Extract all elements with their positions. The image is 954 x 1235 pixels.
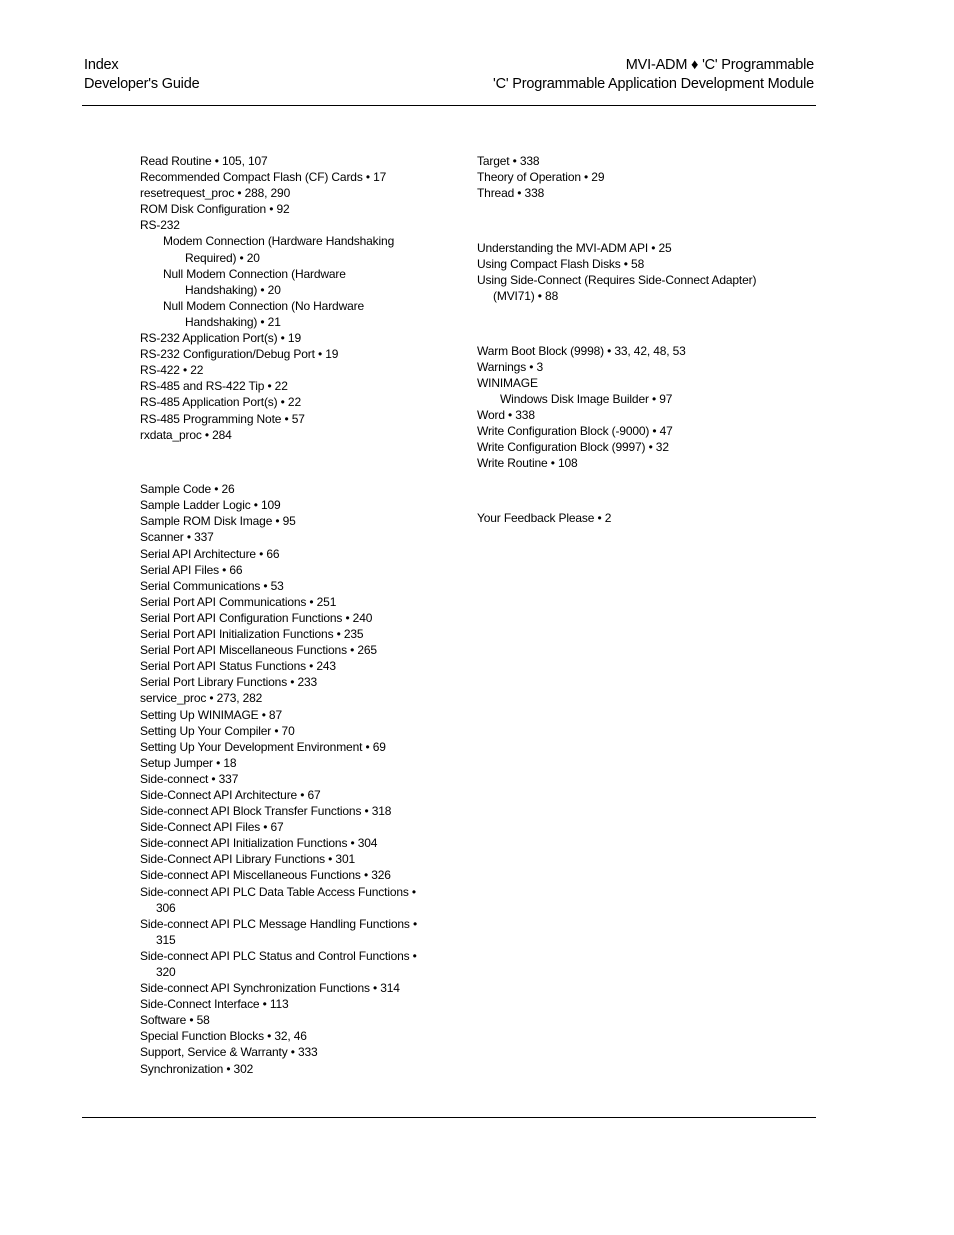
index-entry: Serial Port API Initialization Functions • 235 (140, 627, 364, 642)
index-subentry: Modem Connection (Hardware Handshaking Required) • 20 (163, 234, 395, 265)
index-entry: Write Routine • 108 (477, 456, 578, 471)
index-group-gap (140, 443, 430, 482)
index-entry: Write Configuration Block (9997) • 32 (477, 440, 669, 455)
index-subentry: Null Modem Connection (No Hardware Handshaking) • 21 (163, 298, 364, 329)
index-entry: Thread • 338 (477, 186, 545, 201)
index-group-s (140, 481, 430, 1076)
index-group-t (477, 153, 777, 201)
header-doc-type: Developer's Guide (84, 76, 200, 92)
index-entry: Your Feedback Please • 2 (477, 510, 612, 525)
header-section-title: Index (84, 57, 119, 73)
index-subentry: Null Modem Connection (Hardware Handshaking) • 20 (163, 266, 346, 297)
index-group-r (140, 153, 430, 443)
index-entry: Side-Connect Interface • 113 (140, 997, 289, 1012)
index-entry: Using Side-Connect (Requires Side-Connect Adapter) (MVI71) • 88 (477, 272, 757, 304)
index-entry: Support, Service & Warranty • 333 (140, 1045, 318, 1060)
index-entry: RS-232 Configuration/Debug Port • 19 (140, 347, 339, 362)
index-entry: Side-connect API Synchronization Functions • 314 (140, 981, 400, 996)
index-entry: Understanding the MVI-ADM API • 25 (477, 240, 672, 255)
index-entry: Target • 338 (477, 154, 540, 168)
index-entry: Side-Connect API Files • 67 (140, 820, 284, 835)
index-entry: Serial Port Library Functions • 233 (140, 675, 318, 690)
index-entry: Setup Jumper • 18 (140, 755, 237, 770)
index-entry: Side-Connect API Library Functions • 301 (140, 852, 355, 867)
index-group-gap (477, 201, 777, 240)
index-entry: Write Configuration Block (-9000) • 47 (477, 424, 673, 439)
index-entry: Serial Port API Status Functions • 243 (140, 659, 336, 674)
index-entry: Sample Ladder Logic • 109 (140, 498, 281, 513)
index-entry: rxdata_proc • 284 (140, 427, 232, 442)
index-entry: Scanner • 337 (140, 530, 214, 545)
index-entry: Side-connect API PLC Message Handling Functions • 315 (140, 916, 418, 947)
index-entry: Side-Connect API Architecture • 67 (140, 787, 321, 802)
index-entry: Side-connect • 337 (140, 771, 239, 786)
index-entry: Warnings • 3 (477, 359, 543, 374)
running-header-left (84, 56, 199, 94)
index-entry: Setting Up Your Compiler • 70 (140, 723, 295, 738)
index-entry: Side-connect API Miscellaneous Functions • 326 (140, 868, 391, 883)
index-entry: Sample Code • 26 (140, 482, 235, 497)
running-header-right (493, 56, 814, 94)
index-entry: Side-connect API Initialization Functions • 304 (140, 836, 378, 851)
index-entry: Special Function Blocks • 32, 46 (140, 1029, 307, 1044)
footer-divider (82, 1117, 816, 1118)
index-entry: ROM Disk Configuration • 92 (140, 202, 290, 217)
index-group-w (477, 343, 777, 472)
index-group-gap (477, 304, 777, 343)
index-group-y (477, 510, 777, 526)
header-divider (82, 105, 816, 106)
index-entry: Sample ROM Disk Image • 95 (140, 514, 296, 529)
index-entry: Read Routine • 105, 107 (140, 154, 268, 168)
index-entry: service_proc • 273, 282 (140, 691, 263, 706)
index-entry: Setting Up Your Development Environment • 69 (140, 739, 386, 754)
index-entry: RS-422 • 22 (140, 363, 204, 378)
index-entry: Using Compact Flash Disks • 58 (477, 256, 645, 271)
index-entry: Recommended Compact Flash (CF) Cards • 17 (140, 170, 387, 185)
index-entry: RS-485 Programming Note • 57 (140, 411, 305, 426)
index-entry: RS-232 (140, 218, 180, 233)
index-entry: Setting Up WINIMAGE • 87 (140, 707, 282, 722)
header-product-subtitle: 'C' Programmable Application Development Module (493, 76, 814, 92)
index-group-gap (477, 471, 777, 510)
index-subentry: Windows Disk Image Builder • 97 (500, 391, 673, 406)
index-entry: Serial API Files • 66 (140, 562, 243, 577)
index-entry: Word • 338 (477, 408, 535, 423)
index-entry: Serial Communications • 53 (140, 578, 284, 593)
index-entry: Software • 58 (140, 1013, 210, 1028)
index-entry: Side-connect API Block Transfer Functions • 318 (140, 804, 392, 819)
header-product-name: MVI-ADM ♦ 'C' Programmable (625, 57, 814, 73)
index-entry: Theory of Operation • 29 (477, 170, 605, 185)
index-entry: RS-485 and RS-422 Tip • 22 (140, 379, 288, 394)
index-entry: WINIMAGE (477, 375, 538, 390)
index-column-left (140, 153, 430, 1077)
index-entry: Serial API Architecture • 66 (140, 546, 280, 561)
index-entry: Serial Port API Communications • 251 (140, 594, 337, 609)
index-entry: Serial Port API Miscellaneous Functions • 265 (140, 643, 377, 658)
index-entry: RS-232 Application Port(s) • 19 (140, 331, 301, 346)
index-entry: RS-485 Application Port(s) • 22 (140, 395, 301, 410)
index-entry: Synchronization • 302 (140, 1061, 254, 1076)
index-group-u (477, 240, 777, 304)
index-entry: Side-connect API PLC Data Table Access Functions • 306 (140, 884, 416, 915)
index-entry: resetrequest_proc • 288, 290 (140, 186, 291, 201)
index-entry: Warm Boot Block (9998) • 33, 42, 48, 53 (477, 343, 686, 358)
index-entry: Serial Port API Configuration Functions • 240 (140, 610, 373, 625)
index-entry: Side-connect API PLC Status and Control Functions • 320 (140, 948, 417, 979)
index-column-right (477, 153, 777, 526)
